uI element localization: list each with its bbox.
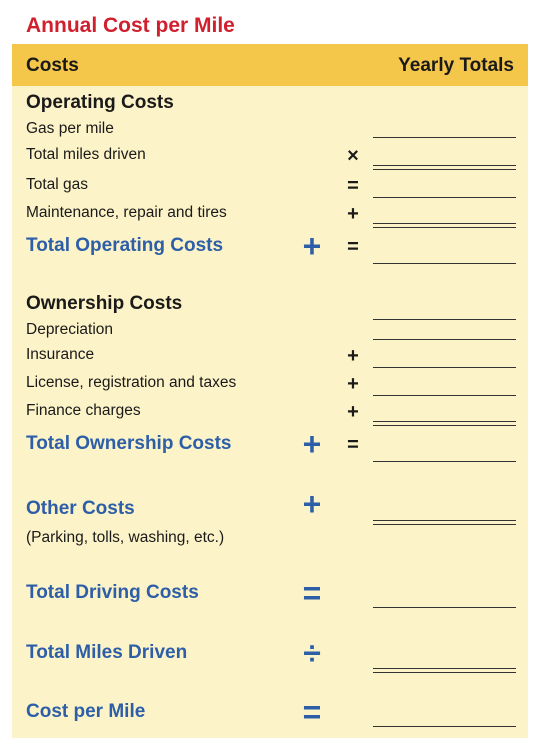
depreciation-field[interactable]	[373, 339, 516, 340]
cost-per-mile-field[interactable]	[373, 726, 516, 727]
total-miles-driven-total-label: Total Miles Driven	[26, 642, 188, 663]
finance-charges-field[interactable]	[373, 421, 516, 426]
plus-icon: +	[347, 203, 359, 225]
maintenance-field[interactable]	[373, 223, 516, 228]
total-miles-driven-field[interactable]	[373, 165, 516, 170]
equals-icon: =	[347, 434, 359, 456]
ownership-costs-heading: Ownership Costs	[26, 293, 183, 314]
plus-icon: +	[302, 228, 322, 264]
gas-per-mile-label: Gas per mile	[26, 120, 114, 137]
total-miles-driven-total-field[interactable]	[373, 668, 516, 673]
cost-worksheet	[12, 44, 528, 738]
total-gas-field[interactable]	[373, 197, 516, 198]
depreciation-divider	[373, 319, 516, 320]
equals-icon: =	[302, 694, 322, 730]
finance-charges-label: Finance charges	[26, 402, 141, 419]
operating-costs-heading: Operating Costs	[26, 92, 174, 113]
plus-icon: +	[302, 426, 322, 462]
total-miles-driven-label: Total miles driven	[26, 146, 146, 163]
total-driving-costs-field[interactable]	[373, 607, 516, 608]
total-ownership-costs-field[interactable]	[373, 461, 516, 462]
other-costs-label: Other Costs	[26, 498, 135, 519]
license-label: License, registration and taxes	[26, 374, 237, 391]
total-gas-label: Total gas	[26, 176, 89, 193]
header-band	[12, 44, 528, 86]
equals-icon: =	[347, 236, 359, 258]
gas-per-mile-field[interactable]	[373, 137, 516, 138]
plus-icon: +	[347, 401, 359, 423]
total-ownership-costs-label: Total Ownership Costs	[26, 433, 232, 454]
plus-icon: +	[347, 345, 359, 367]
equals-icon: =	[302, 575, 322, 611]
plus-icon: +	[347, 373, 359, 395]
depreciation-label: Depreciation	[26, 321, 114, 338]
equals-icon: =	[347, 175, 359, 197]
license-field[interactable]	[373, 395, 516, 396]
total-driving-costs-label: Total Driving Costs	[26, 582, 199, 603]
yearly-totals-column-header: Yearly Totals	[398, 55, 514, 76]
plus-icon: +	[302, 486, 322, 522]
costs-column-header: Costs	[26, 55, 79, 76]
divide-icon: ÷	[303, 635, 321, 671]
insurance-field[interactable]	[373, 367, 516, 368]
maintenance-label: Maintenance, repair and tires	[26, 204, 227, 221]
cost-per-mile-label: Cost per Mile	[26, 701, 146, 722]
other-costs-field[interactable]	[373, 520, 516, 525]
insurance-label: Insurance	[26, 346, 95, 363]
other-costs-note: (Parking, tolls, washing, etc.)	[26, 529, 225, 546]
total-operating-costs-label: Total Operating Costs	[26, 235, 224, 256]
total-operating-costs-field[interactable]	[373, 263, 516, 264]
multiply-icon: ×	[347, 145, 359, 167]
page-title: Annual Cost per Mile	[26, 14, 235, 37]
